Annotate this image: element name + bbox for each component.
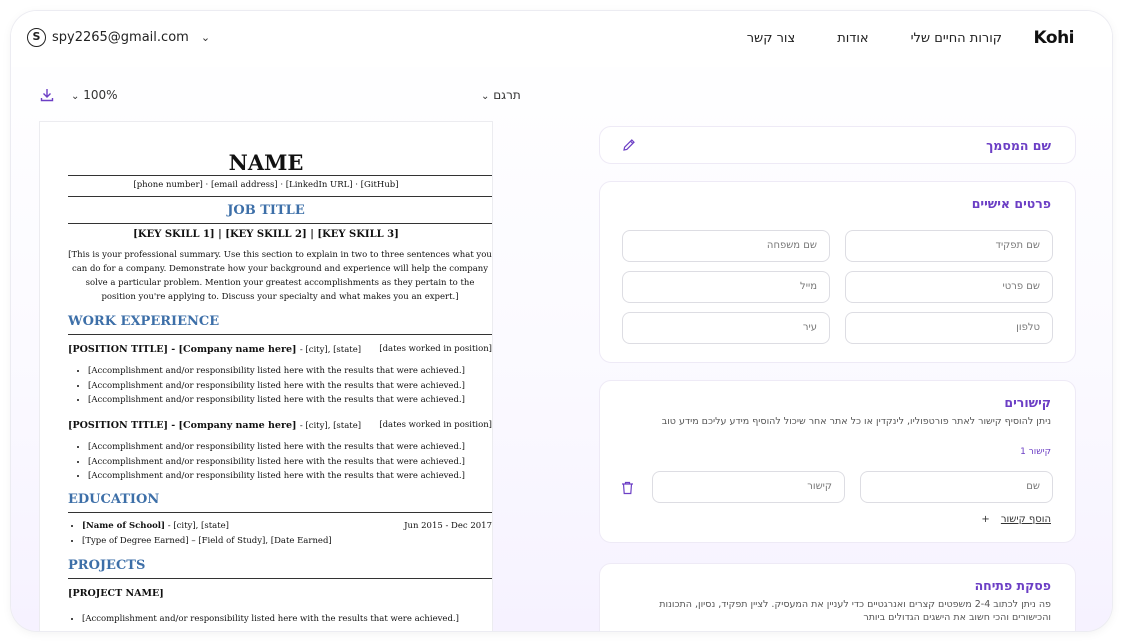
education-dates: Jun 2015 - Dec 2017 [404,521,492,531]
account-menu[interactable] [27,28,210,47]
link-name-field[interactable]: שם [860,471,1053,503]
translate-label: תרגם [493,88,521,102]
list-item: • [Accomplishment and/or responsibility listed here with the results that were achieved.] [88,393,465,408]
resume-preview [40,122,492,631]
opening-paragraph-card [599,563,1076,631]
job-entry [68,344,492,355]
link-url-field[interactable]: קישור [652,471,845,503]
link-label: קישור 1 [1020,447,1051,457]
divider [68,196,492,197]
list-item: • [Accomplishment and/or responsibility listed here with the results that were achieved.] [88,440,465,455]
divider [68,578,492,579]
document-name: שם המסמך [986,138,1051,153]
job-location: - [city], [state] [299,345,362,355]
account-avatar: S [27,28,46,47]
list-item: • [Accomplishment and/or responsibility listed here with the results that were achieved.] [88,455,465,470]
personal-details-card [599,181,1076,363]
nav-links [747,31,1002,46]
divider [68,175,492,176]
job-title: [POSITION TITLE] - [Company name here] [68,420,297,431]
job-title: [POSITION TITLE] - [Company name here] [68,344,297,355]
school-location: - [city], [state] [165,521,229,531]
projects-heading: PROJECTS [68,558,146,573]
nav-link-my-resumes[interactable]: קורות החיים שלי [910,31,1002,46]
list-item: • [Accomplishment and/or responsibility listed here with the results that were achieved.] [88,364,465,379]
job-title-field[interactable]: שם תפקיד [845,230,1053,262]
top-nav [11,11,1112,67]
city-field[interactable]: עיר [622,312,830,344]
trash-icon[interactable] [621,481,634,495]
app-window [11,11,1112,631]
last-name-field[interactable]: שם משפחה [622,230,830,262]
phone-field[interactable]: טלפון [845,312,1053,344]
document-name-card [599,126,1076,164]
add-link-label: הוסף קישור [1000,514,1051,525]
list-item: • [Accomplishment and/or responsibility listed here with the results that were achieved.] [88,379,465,394]
job-location: - [city], [state] [299,421,362,431]
resume-summary: [This is your professional summary. Use this section to explain in two to three sentences what you can do for a company. Demonstrate how your background and experience will help the company solve a particular problem. Mention your greatest accomplishments as they pertain to the position you're applying to. Discuss your specialty and what makes you an expert.] [68,250,492,302]
job-entry [68,420,492,431]
logo-text: Kohi [1033,28,1074,48]
opening-paragraph-description: פה ניתן לכתוב 2-4 משפטים קצרים ואנרגטיים כדי לעניין את המעסיק. לציין תפקיד, נסיון, התכונות והכישורים והכי חשוב את הישגים הגדולים ביותר [659,599,1051,623]
divider [68,512,492,513]
links-card [599,380,1076,543]
chevron-down-icon: ⌄ [481,91,490,102]
download-icon[interactable] [40,88,54,102]
plus-icon: + [981,514,990,525]
translate-select[interactable] [481,88,521,102]
resume-job-title: JOB TITLE [227,203,305,218]
nav-link-contact[interactable]: צור קשר [746,31,796,46]
resume-contact: [phone number] · [email address] · [LinkedIn URL] · [GitHub] [133,180,399,190]
links-title: קישורים [1004,395,1051,410]
list-item: • [Type of Degree Earned] – [Field of Study], [Date Earned] [82,534,492,549]
email-field[interactable]: מייל [622,271,830,303]
divider [68,334,492,335]
personal-details-title: פרטים אישיים [971,196,1051,211]
resume-name: NAME [228,150,304,175]
zoom-select[interactable] [71,88,118,102]
education-list [82,519,492,548]
nav-link-about[interactable]: אודות [837,31,869,46]
opening-paragraph-title: פסקת פתיחה [974,578,1051,593]
job-dates: [dates worked in position] [379,344,492,354]
account-email: spy2265@gmail.com [52,30,189,45]
pencil-icon[interactable] [622,138,636,152]
first-name-field[interactable]: שם פרטי [845,271,1053,303]
work-experience-heading: WORK EXPERIENCE [68,314,220,329]
resume-skills: [KEY SKILL 1] | [KEY SKILL 2] | [KEY SKILL 3] [133,229,399,240]
job-bullets [88,364,465,408]
divider [68,223,492,224]
education-heading: EDUCATION [68,492,160,507]
school-name: [Name of School] [82,521,166,531]
job-dates: [dates worked in position] [379,420,492,430]
job-bullets [88,440,465,484]
list-item: • [Accomplishment and/or responsibility listed here with the results that were achieved.] [82,612,459,627]
project-bullets [82,612,459,627]
list-item [82,519,492,534]
chevron-down-icon: ⌄ [71,91,80,102]
logo[interactable] [1034,28,1074,48]
list-item: • [Accomplishment and/or responsibility listed here with the results that were achieved.] [88,469,465,484]
chevron-down-icon: ⌄ [200,31,211,44]
add-link-button[interactable] [981,514,1051,525]
project-name: [PROJECT NAME] [68,588,164,599]
links-description: ניתן להוסיף קישור לאתר פורטפוליו, לינקדין או כל אתר אחר שיכול להוסיף מידע עליכם מידע טוב [661,416,1051,427]
zoom-value: 100% [83,88,118,102]
